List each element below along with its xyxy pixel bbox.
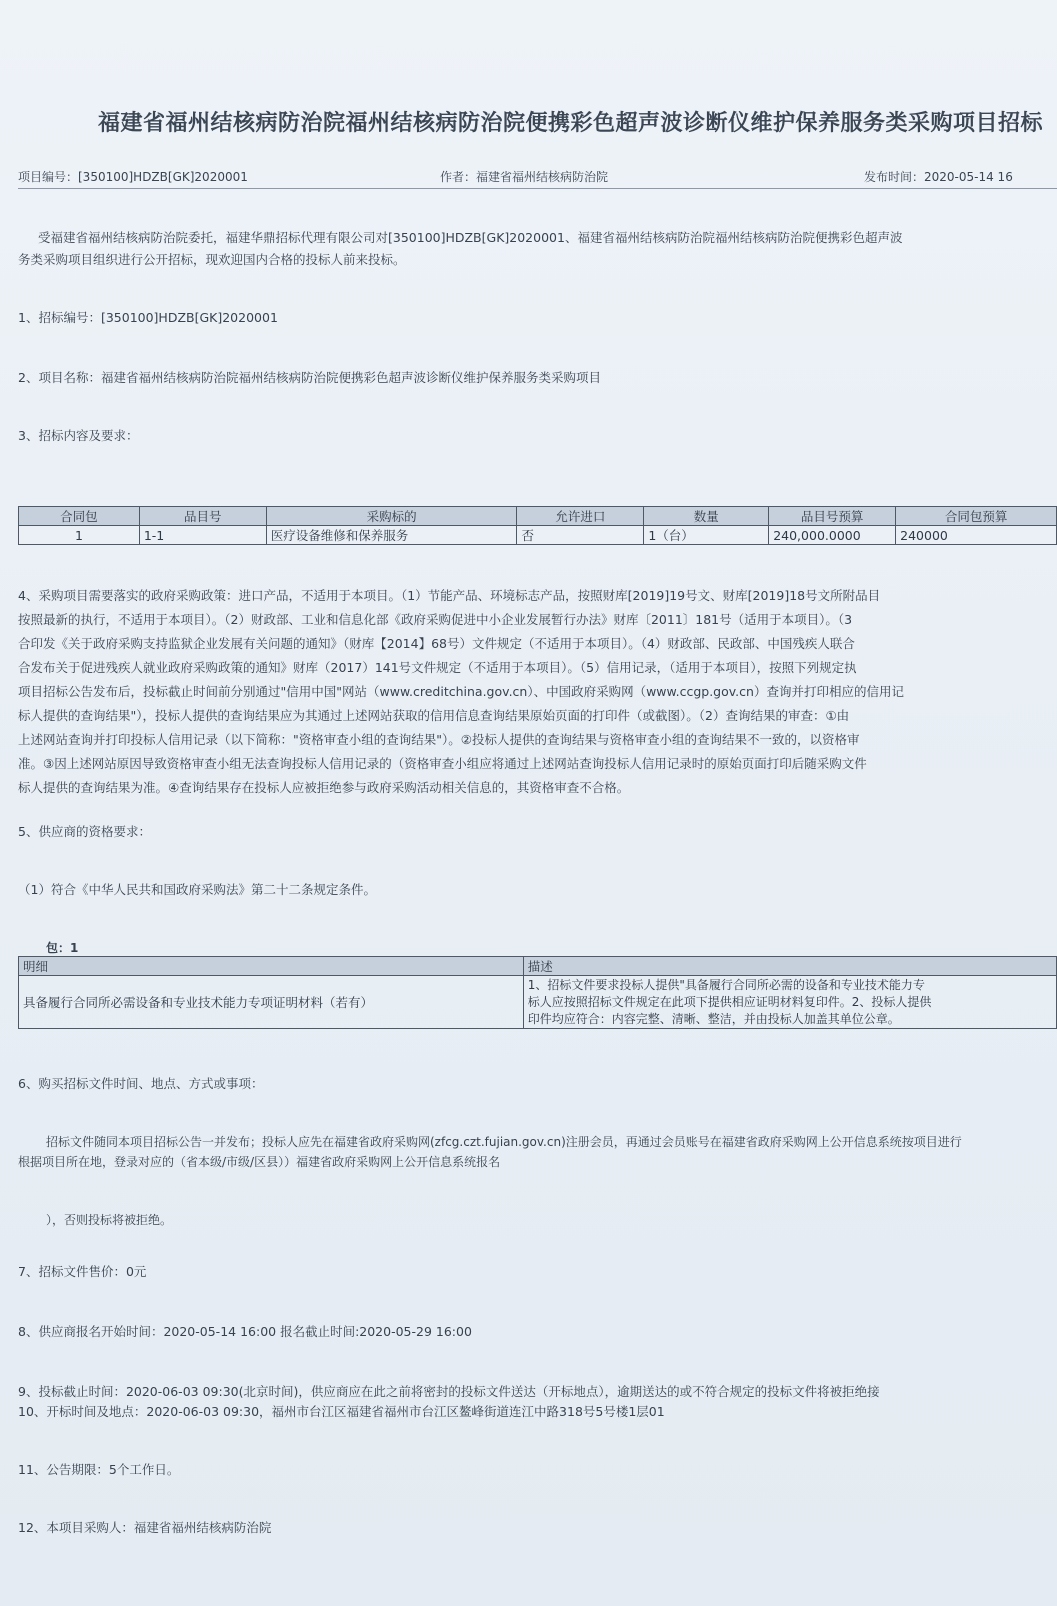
author: 作者：福建省福州结核病防治院 (440, 170, 609, 184)
section-1: 1、招标编号：[350100]HDZB[GK]2020001 (18, 310, 278, 325)
section-4-line-2: 按照最新的执行，不适用于本项目）。（2）财政部、工业和信息化部《政府采购促进中小企业发展暂行办法》财库〔2011〕181号（适用于本项目）。（3 (18, 612, 853, 627)
section-6-text-2: 根据项目所在地，登录对应的（省本级/市级/区县））福建省政府采购网上公开信息系统报名 (18, 1155, 501, 1169)
cell-package-budget: 240000 (896, 526, 1057, 545)
header-description: 描述 (523, 957, 1056, 976)
qualification-table (18, 956, 1057, 1029)
header-import: 允许进口 (517, 507, 644, 526)
section-8: 8、供应商报名开始时间：2020-05-14 16:00 报名截止时间:2020-05-29 16:00 (18, 1324, 472, 1339)
table-row (19, 976, 1057, 1029)
header-detail: 明细 (19, 957, 524, 976)
header-divider (18, 188, 1057, 189)
cell-subject: 医疗设备维修和保养服务 (266, 526, 517, 545)
section-4-line-8: 准。③因上述网站原因导致资格审查小组无法查询投标人信用记录的（资格审查小组应将通过上述网站查询投标人信用记录时的原始页面打印后随采购文件 (18, 756, 867, 771)
cell-quantity: 1（台） (644, 526, 769, 545)
cell-package: 1 (19, 526, 140, 545)
table-header-row (19, 507, 1057, 526)
section-10: 10、开标时间及地点：2020-06-03 09:30，福州市台江区福建省福州市台江区鳌峰街道连江中路318号5号楼1层01 (18, 1404, 665, 1419)
header-package: 合同包 (19, 507, 140, 526)
publish-time: 发布时间：2020-05-14 16 (864, 170, 1013, 184)
intro-line-1: 受福建省福州结核病防治院委托，福建华鼎招标代理有限公司对[350100]HDZB[GK]2020001、福建省福州结核病防治院福州结核病防治院便携彩色超声波 (38, 230, 903, 245)
project-number: 项目编号：[350100]HDZB[GK]2020001 (18, 170, 248, 184)
header-subject: 采购标的 (266, 507, 517, 526)
procurement-table (18, 506, 1057, 545)
section-4-line-7: 上述网站查询并打印投标人信用记录（以下简称："资格审查小组的查询结果"）。②投标人提供的查询结果与资格审查小组的查询结果不一致的，以资格审 (18, 732, 860, 747)
cell-detail: 具备履行合同所必需设备和专业技术能力专项证明材料（若有） (19, 976, 524, 1029)
header-item-no: 品目号 (139, 507, 266, 526)
cell-import: 否 (517, 526, 644, 545)
cell-item-no: 1-1 (139, 526, 266, 545)
section-2: 2、项目名称：福建省福州结核病防治院福州结核病防治院便携彩色超声波诊断仪维护保养服务类采购项目 (18, 370, 601, 385)
header-item-budget: 品目号预算 (769, 507, 896, 526)
section-4-line-1: 4、采购项目需要落实的政府采购政策：进口产品，不适用于本项目。（1）节能产品、环境标志产品，按照财库[2019]19号文、财库[2019]18号文所附品目 (18, 588, 881, 603)
description-line-3: 印件均应符合：内容完整、清晰、整洁，并由投标人加盖其单位公章。 (527, 1011, 900, 1026)
qualification-header-row (19, 957, 1057, 976)
cell-item-budget: 240,000.0000 (769, 526, 896, 545)
intro-line-2: 务类采购项目组织进行公开招标，现欢迎国内合格的投标人前来投标。 (18, 252, 406, 267)
section-9: 9、投标截止时间：2020-06-03 09:30(北京时间)，供应商应在此之前将密封的投标文件送达（开标地点），逾期送达的或不符合规定的投标文件将被拒绝接 (18, 1384, 880, 1399)
section-11: 11、公告期限：5个工作日。 (18, 1462, 180, 1477)
section-7: 7、招标文件售价：0元 (18, 1264, 147, 1279)
section-12: 12、本项目采购人：福建省福州结核病防治院 (18, 1520, 272, 1535)
document-title: 福建省福州结核病防治院福州结核病防治院便携彩色超声波诊断仪维护保养服务类采购项目招标 (98, 111, 1044, 136)
header-quantity: 数量 (644, 507, 769, 526)
description-line-1: 1、招标文件要求投标人提供"具备履行合同所必需的设备和专业技术能力专 (527, 977, 925, 992)
section-4-line-5: 项目招标公告发布后，投标截止时间前分别通过"信用中国"网站（www.creditchina.gov.cn）、中国政府采购网（www.ccgp.gov.cn）查询并打印相应的信用记 (18, 684, 904, 699)
section-6-text-1: 招标文件随同本项目招标公告一并发布；投标人应先在福建省政府采购网(zfcg.czt.fujian.gov.cn)注册会员，再通过会员账号在福建省政府采购网上公开信息系统按项目进行 (46, 1135, 962, 1149)
section-3: 3、招标内容及要求： (18, 428, 139, 443)
section-4-line-4: 合发布关于促进残疾人就业政府采购政策的通知》财库（2017）141号文件规定（不适用于本项目）。（5）信用记录，（适用于本项目），按照下列规定执 (18, 660, 857, 675)
section-6: 6、购买招标文件时间、地点、方式或事项： (18, 1076, 264, 1091)
section-4-line-6: 标人提供的查询结果"），投标人提供的查询结果应为其通过上述网站获取的信用信息查询结果原始页面的打印件（或截图）。（2）查询结果的审查：①由 (18, 708, 850, 723)
section-5: 5、供应商的资格要求： (18, 824, 151, 839)
header-package-budget: 合同包预算 (896, 507, 1057, 526)
description-line-2: 标人应按照招标文件规定在此项下提供相应证明材料复印件。2、投标人提供 (527, 994, 932, 1009)
section-4-line-9: 标人提供的查询结果为准。④查询结果存在投标人应被拒绝参与政府采购活动相关信息的，其资格审查不合格。 (18, 780, 630, 795)
section-5-item-1: （1）符合《中华人民共和国政府采购法》第二十二条规定条件。 (18, 882, 376, 897)
table-row (19, 526, 1057, 545)
section-4-line-3: 合印发《关于政府采购支持监狱企业发展有关问题的通知》（财库【2014】68号）文件规定（不适用于本项目）。（4）财政部、民政部、中国残疾人联合 (18, 636, 855, 651)
section-6-end: ），否则投标将被拒绝。 (46, 1213, 173, 1227)
package-label: 包：1 (46, 941, 79, 955)
cell-description (523, 976, 1056, 1029)
